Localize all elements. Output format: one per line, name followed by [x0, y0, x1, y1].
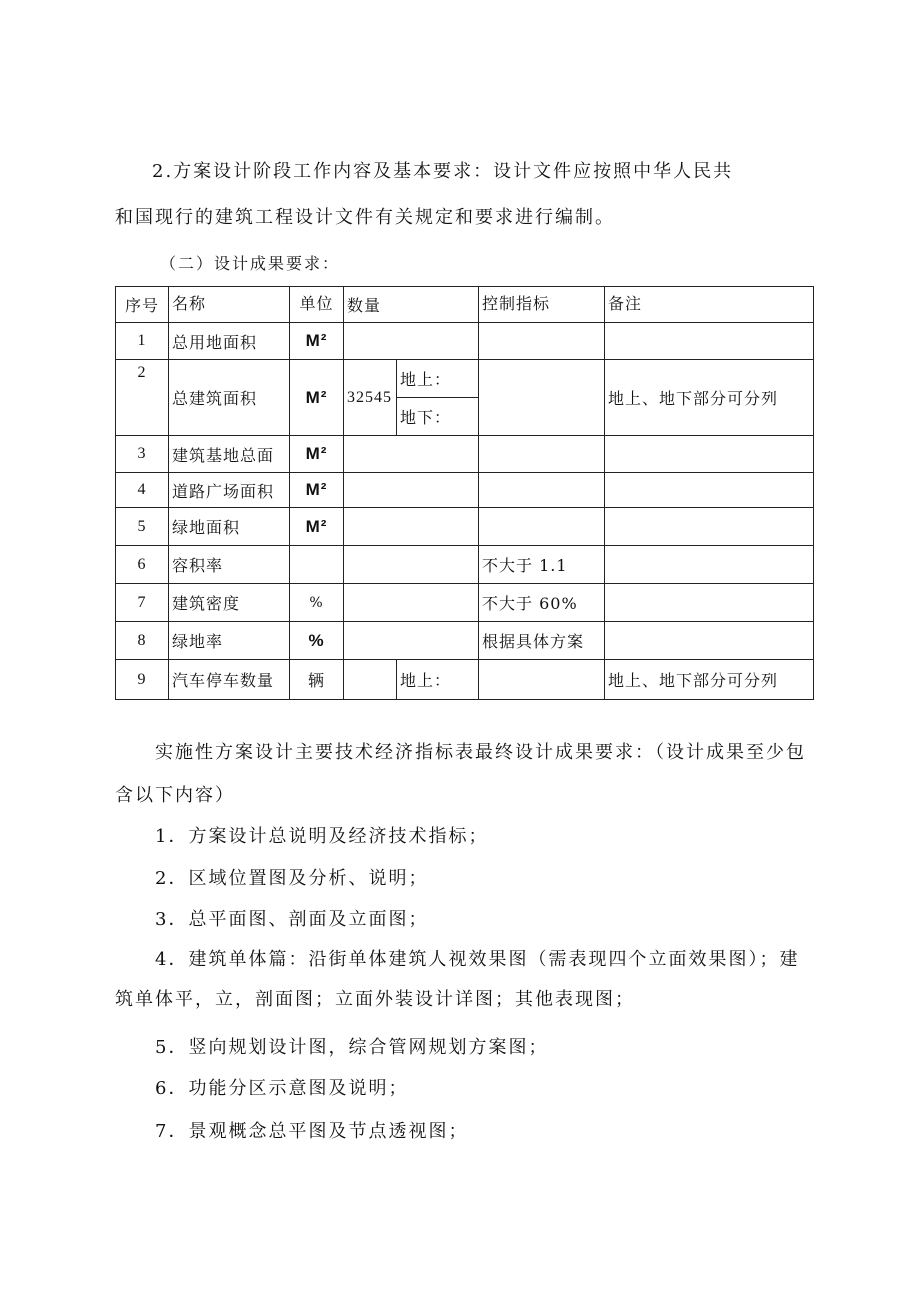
- row-note: [605, 323, 814, 360]
- design-results-table: [115, 286, 814, 700]
- row-no: 5: [116, 508, 169, 546]
- header-note: 备注: [605, 287, 814, 323]
- row-unit: %: [290, 584, 344, 622]
- row-sub-below: 地下：: [397, 398, 479, 436]
- row-no: 1: [116, 323, 169, 360]
- list-item: 6．功能分区示意图及说明；: [155, 1078, 409, 1099]
- after-para-line-2: 含以下内容）: [115, 785, 235, 806]
- after-para-line-1: 实施性方案设计主要技术经济指标表最终设计成果要求：（设计成果至少包: [155, 742, 806, 763]
- row-name: 容积率: [169, 546, 290, 584]
- table-row: [116, 473, 814, 508]
- header-name: 名称: [169, 287, 290, 323]
- list-item: 5．竖向规划设计图，综合管网规划方案图；: [155, 1037, 549, 1058]
- row-name: 汽车停车数量: [169, 660, 290, 700]
- list-item: 4．建筑单体篇：沿街单体建筑人视效果图（需表现四个立面效果图）；建: [155, 949, 800, 970]
- row-name: 绿地面积: [169, 508, 290, 546]
- table-row: [116, 360, 814, 398]
- row-no: 9: [116, 660, 169, 700]
- header-no: 序号: [116, 287, 169, 323]
- row-no: 2: [116, 360, 169, 436]
- row-no: 8: [116, 622, 169, 660]
- row-no: 6: [116, 546, 169, 584]
- table-row: [116, 660, 814, 700]
- row-ctrl: 不大于 1.1: [479, 546, 605, 584]
- row-note: 地上、地下部分可分列: [605, 360, 814, 436]
- table-row: [116, 584, 814, 622]
- row-unit: 辆: [290, 660, 344, 700]
- row-ctrl: [479, 323, 605, 360]
- row-no: 3: [116, 436, 169, 473]
- row-note: 地上、地下部分可分列: [605, 660, 814, 700]
- row-qty: [344, 584, 479, 622]
- row-name: 建筑密度: [169, 584, 290, 622]
- table-row: [116, 546, 814, 584]
- row-unit: %: [290, 622, 344, 660]
- row-sub: 地上：: [397, 660, 479, 700]
- row-ctrl: [479, 473, 605, 508]
- row-note: [605, 546, 814, 584]
- row-unit: M²: [290, 323, 344, 360]
- row-unit: M²: [290, 508, 344, 546]
- row-qty: [344, 323, 479, 360]
- row-qty: [344, 660, 397, 700]
- row-no: 7: [116, 584, 169, 622]
- list-item-continuation: 筑单体平，立，剖面图；立面外装设计详图；其他表现图；: [115, 989, 635, 1010]
- row-ctrl: [479, 360, 605, 436]
- list-item: 2．区域位置图及分析、说明；: [155, 868, 429, 889]
- row-note: [605, 622, 814, 660]
- row-note: [605, 584, 814, 622]
- header-qty: 数量: [344, 287, 479, 323]
- row-unit: M²: [290, 360, 344, 436]
- row-qty: [344, 436, 479, 473]
- row-no: 4: [116, 473, 169, 508]
- table-row: [116, 323, 814, 360]
- header-ctrl: 控制指标: [479, 287, 605, 323]
- intro-line-1: 2.方案设计阶段工作内容及基本要求：设计文件应按照中华人民共: [152, 161, 734, 182]
- list-item: 7．景观概念总平图及节点透视图；: [155, 1121, 469, 1142]
- intro-line-2: 和国现行的建筑工程设计文件有关规定和要求进行编制。: [115, 207, 615, 228]
- table-header-row: [116, 287, 814, 323]
- list-item: 3．总平面图、剖面及立面图；: [155, 909, 429, 930]
- table-row: [116, 508, 814, 546]
- row-note: [605, 508, 814, 546]
- row-name: 总建筑面积: [169, 360, 290, 436]
- list-item: 1．方案设计总说明及经济技术指标；: [155, 826, 489, 847]
- table-row: [116, 436, 814, 473]
- row-ctrl: [479, 508, 605, 546]
- header-unit: 单位: [290, 287, 344, 323]
- row-qty: 32545: [344, 360, 397, 436]
- row-name: 道路广场面积: [169, 473, 290, 508]
- row-unit: M²: [290, 436, 344, 473]
- row-ctrl: [479, 436, 605, 473]
- row-note: [605, 473, 814, 508]
- row-name: 建筑基地总面: [169, 436, 290, 473]
- row-name: 总用地面积: [169, 323, 290, 360]
- row-ctrl: 不大于 60%: [479, 584, 605, 622]
- row-qty: [344, 508, 479, 546]
- row-unit: M²: [290, 473, 344, 508]
- row-unit: [290, 546, 344, 584]
- subheading: （二）设计成果要求：: [160, 254, 341, 273]
- row-qty: [344, 622, 479, 660]
- row-ctrl: 根据具体方案: [479, 622, 605, 660]
- row-note: [605, 436, 814, 473]
- row-name: 绿地率: [169, 622, 290, 660]
- row-qty: [344, 546, 479, 584]
- row-sub-above: 地上：: [397, 360, 479, 398]
- row-qty: [344, 473, 479, 508]
- row-ctrl: [479, 660, 605, 700]
- table-row: [116, 622, 814, 660]
